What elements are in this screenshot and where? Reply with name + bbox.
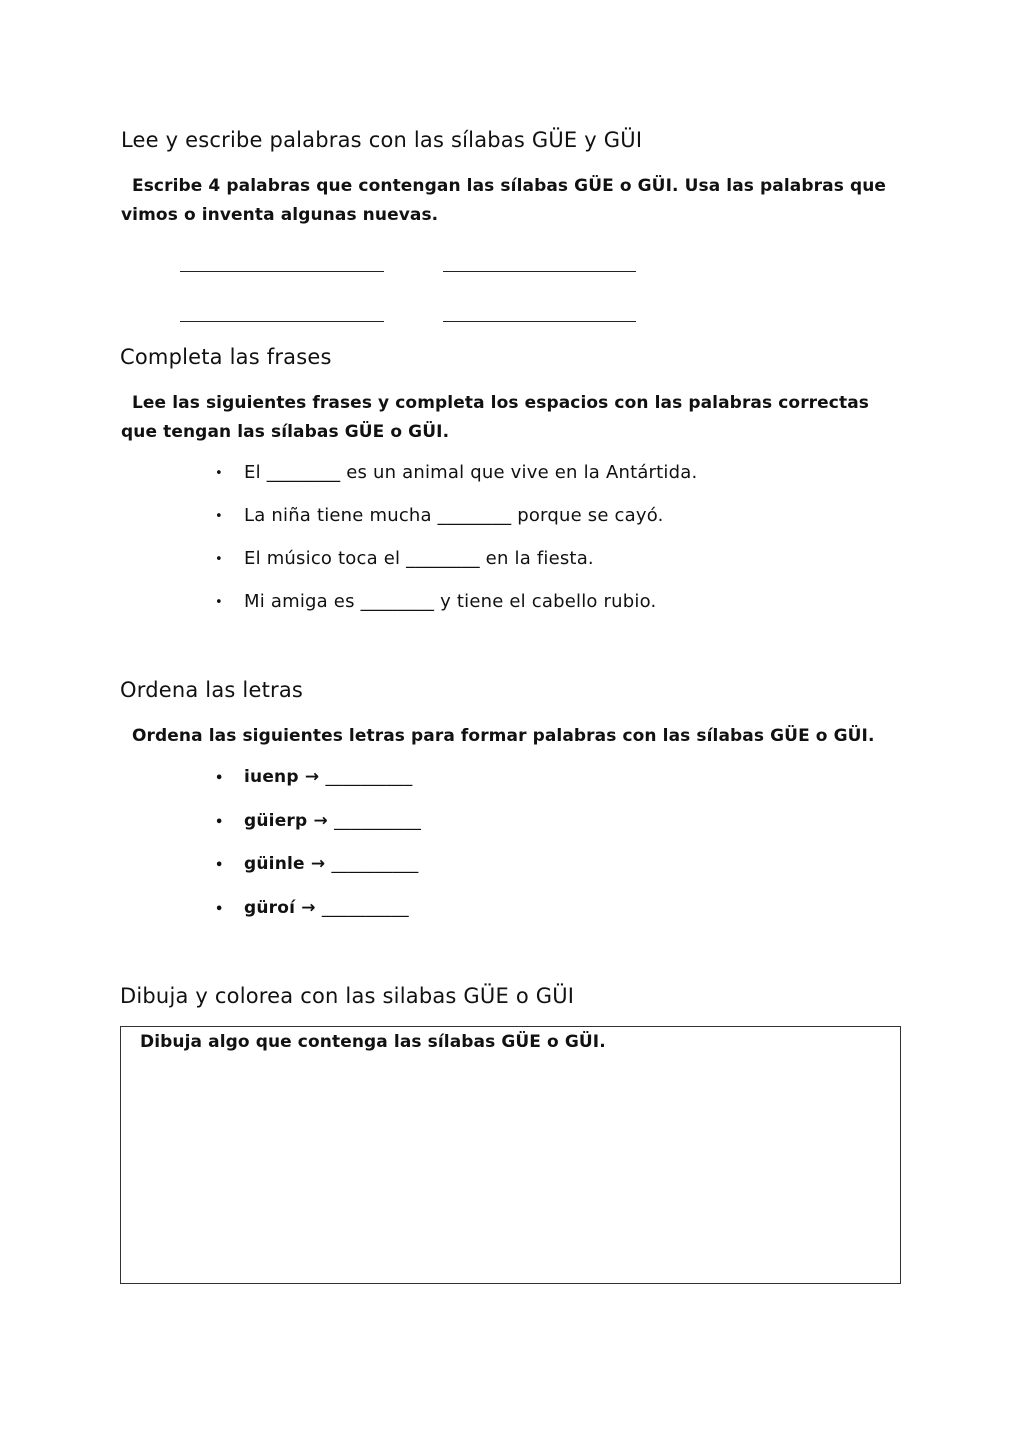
arrow-icon: → [310,854,326,874]
bullet-icon: • [215,815,224,830]
answer-blank[interactable]: __________ [334,811,422,831]
scrambled-letters: güinle [244,854,305,874]
list-item [215,767,413,787]
bullet-icon: • [215,858,224,873]
drawing-instruction: Dibuja algo que contenga las sílabas GÜE o GÜI. [140,1032,606,1052]
section-title-lee-y-escribe: Lee y escribe palabras con las sílabas GÜE y GÜI [121,128,643,152]
list-item [215,505,664,526]
list-item [215,898,409,918]
bullet-icon: • [215,771,224,786]
list-item [215,548,594,569]
scrambled-letters: güroí [244,898,296,918]
list-item [215,462,698,483]
bullet-icon: • [215,595,223,610]
sentence-text: La niña tiene mucha ________ porque se cayó. [244,505,664,526]
section-title-ordena: Ordena las letras [120,678,304,702]
section-instruction-ordena: Ordena las siguientes letras para formar palabras con las sílabas GÜE o GÜI. [132,726,875,746]
bullet-icon: • [215,509,223,524]
scrambled-letters: iuenp [244,767,299,787]
drawing-area[interactable] [120,1026,901,1284]
answer-blank[interactable]: __________ [331,854,419,874]
section-instruction-lee-y-escribe: Escribe 4 palabras que contengan las sílabas GÜE o GÜI. Usa las palabras que vimos o inventa algunas nuevas. [121,176,887,225]
section-title-completa: Completa las frases [120,345,332,369]
section-instruction-completa: Lee las siguientes frases y completa los espacios con las palabras correctas que tengan las sílabas GÜE o GÜI. [121,393,869,442]
answer-blank[interactable]: __________ [321,898,409,918]
sentence-text: El ________ es un animal que vive en la Antártida. [244,462,698,483]
arrow-icon: → [313,811,328,831]
arrow-icon: → [301,898,316,918]
list-item [215,854,419,874]
answer-blank[interactable]: __________ [325,767,413,787]
bullet-icon: • [215,466,223,481]
bullet-icon: • [215,552,223,567]
bullet-icon: • [215,902,224,917]
answer-line-1[interactable] [180,271,384,272]
scrambled-letters: güierp [244,811,308,831]
list-item [215,591,657,612]
sentence-text: Mi amiga es ________ y tiene el cabello rubio. [244,591,657,612]
answer-line-2[interactable] [443,271,636,272]
answer-line-3[interactable] [180,321,384,322]
section-title-dibuja: Dibuja y colorea con las silabas GÜE o GÜI [120,984,575,1008]
sentence-text: El músico toca el ________ en la fiesta. [244,548,594,569]
arrow-icon: → [304,767,320,787]
answer-line-4[interactable] [443,321,636,322]
list-item [215,811,422,831]
